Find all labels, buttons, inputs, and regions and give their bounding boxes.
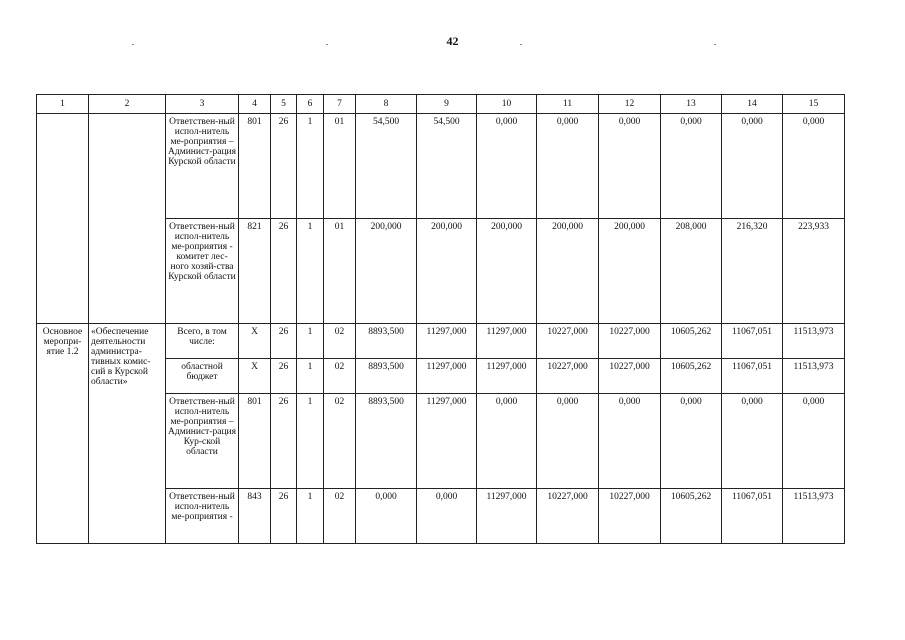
value-cell: 11297,000	[477, 359, 537, 394]
empty-cell	[37, 114, 89, 324]
value-cell: 0,000	[722, 114, 783, 219]
value-cell: 0,000	[537, 114, 599, 219]
column-header: 3	[166, 95, 239, 114]
column-header: 14	[722, 95, 783, 114]
value-cell: 1	[297, 324, 324, 359]
value-cell: 02	[324, 394, 356, 489]
executor-cell: Ответствен-ный испол-нитель ме-роприятия - комитет лес-ного хозяй-ства Курской области	[166, 219, 239, 324]
value-cell: 11297,000	[477, 489, 537, 544]
value-cell: 26	[271, 359, 297, 394]
column-header: 1	[37, 95, 89, 114]
value-cell: 0,000	[477, 394, 537, 489]
value-cell: 10227,000	[537, 489, 599, 544]
value-cell: 10227,000	[537, 324, 599, 359]
column-header: 7	[324, 95, 356, 114]
value-cell: 8893,500	[356, 394, 417, 489]
value-cell: 1	[297, 394, 324, 489]
table-row	[37, 324, 845, 359]
value-cell: 11297,000	[417, 324, 477, 359]
value-cell: 11513,973	[783, 359, 845, 394]
value-cell: 200,000	[417, 219, 477, 324]
value-cell: 26	[271, 114, 297, 219]
value-cell: 8893,500	[356, 324, 417, 359]
column-header: 15	[783, 95, 845, 114]
value-cell: 11513,973	[783, 489, 845, 544]
value-cell: 0,000	[356, 489, 417, 544]
value-cell: Х	[239, 359, 271, 394]
value-cell: 11297,000	[417, 359, 477, 394]
column-header: 8	[356, 95, 417, 114]
value-cell: 0,000	[599, 114, 661, 219]
executor-cell: Ответствен-ный испол-нитель ме-роприятия – Админист-рация Кур-ской области	[166, 394, 239, 489]
column-header: 5	[271, 95, 297, 114]
executor-cell: областной бюджет	[166, 359, 239, 394]
value-cell: 0,000	[477, 114, 537, 219]
value-cell: 54,500	[356, 114, 417, 219]
activity-name-cell: «Обеспечение деятельности администра-тивных комис-сий в Курской области»	[89, 324, 166, 544]
scan-speck	[520, 44, 522, 45]
value-cell: 10605,262	[661, 324, 722, 359]
value-cell: 11513,973	[783, 324, 845, 359]
value-cell: 0,000	[537, 394, 599, 489]
scan-speck	[714, 44, 716, 45]
table-row	[37, 114, 845, 219]
activity-number-cell: Основное меропри-ятие 1.2	[37, 324, 89, 544]
column-header: 4	[239, 95, 271, 114]
value-cell: 801	[239, 114, 271, 219]
value-cell: 10227,000	[599, 359, 661, 394]
value-cell: 02	[324, 489, 356, 544]
value-cell: 11067,051	[722, 324, 783, 359]
value-cell: 0,000	[722, 394, 783, 489]
value-cell: 1	[297, 219, 324, 324]
value-cell: 10227,000	[537, 359, 599, 394]
executor-cell: Ответствен-ный испол-нитель ме-роприятия -	[166, 489, 239, 544]
column-header: 6	[297, 95, 324, 114]
column-header: 12	[599, 95, 661, 114]
value-cell: 208,000	[661, 219, 722, 324]
value-cell: 0,000	[661, 114, 722, 219]
value-cell: 10227,000	[599, 489, 661, 544]
scan-speck	[132, 44, 134, 45]
page-number: 42	[446, 34, 459, 48]
value-cell: 200,000	[356, 219, 417, 324]
value-cell: 200,000	[477, 219, 537, 324]
value-cell: Х	[239, 324, 271, 359]
budget-table	[36, 94, 845, 544]
value-cell: 11067,051	[722, 489, 783, 544]
value-cell: 0,000	[783, 114, 845, 219]
header-row	[37, 95, 845, 114]
value-cell: 216,320	[722, 219, 783, 324]
value-cell: 02	[324, 324, 356, 359]
executor-cell: Ответствен-ный испол-нитель ме-роприятия – Админист-рация Курской области	[166, 114, 239, 219]
value-cell: 821	[239, 219, 271, 324]
column-header: 2	[89, 95, 166, 114]
value-cell: 843	[239, 489, 271, 544]
value-cell: 10605,262	[661, 489, 722, 544]
value-cell: 01	[324, 219, 356, 324]
value-cell: 8893,500	[356, 359, 417, 394]
column-header: 13	[661, 95, 722, 114]
value-cell: 26	[271, 219, 297, 324]
value-cell: 0,000	[661, 394, 722, 489]
value-cell: 26	[271, 489, 297, 544]
value-cell: 200,000	[537, 219, 599, 324]
value-cell: 1	[297, 489, 324, 544]
value-cell: 11297,000	[417, 394, 477, 489]
value-cell: 01	[324, 114, 356, 219]
value-cell: 11297,000	[477, 324, 537, 359]
executor-cell: Всего, в том числе:	[166, 324, 239, 359]
value-cell: 223,933	[783, 219, 845, 324]
value-cell: 26	[271, 324, 297, 359]
value-cell: 1	[297, 114, 324, 219]
value-cell: 0,000	[783, 394, 845, 489]
column-header: 10	[477, 95, 537, 114]
empty-cell	[89, 114, 166, 324]
value-cell: 11067,051	[722, 359, 783, 394]
value-cell: 0,000	[417, 489, 477, 544]
value-cell: 0,000	[599, 394, 661, 489]
value-cell: 54,500	[417, 114, 477, 219]
value-cell: 200,000	[599, 219, 661, 324]
value-cell: 10605,262	[661, 359, 722, 394]
value-cell: 801	[239, 394, 271, 489]
value-cell: 10227,000	[599, 324, 661, 359]
column-header: 11	[537, 95, 599, 114]
scan-speck	[326, 44, 328, 45]
value-cell: 02	[324, 359, 356, 394]
value-cell: 1	[297, 359, 324, 394]
value-cell: 26	[271, 394, 297, 489]
column-header: 9	[417, 95, 477, 114]
